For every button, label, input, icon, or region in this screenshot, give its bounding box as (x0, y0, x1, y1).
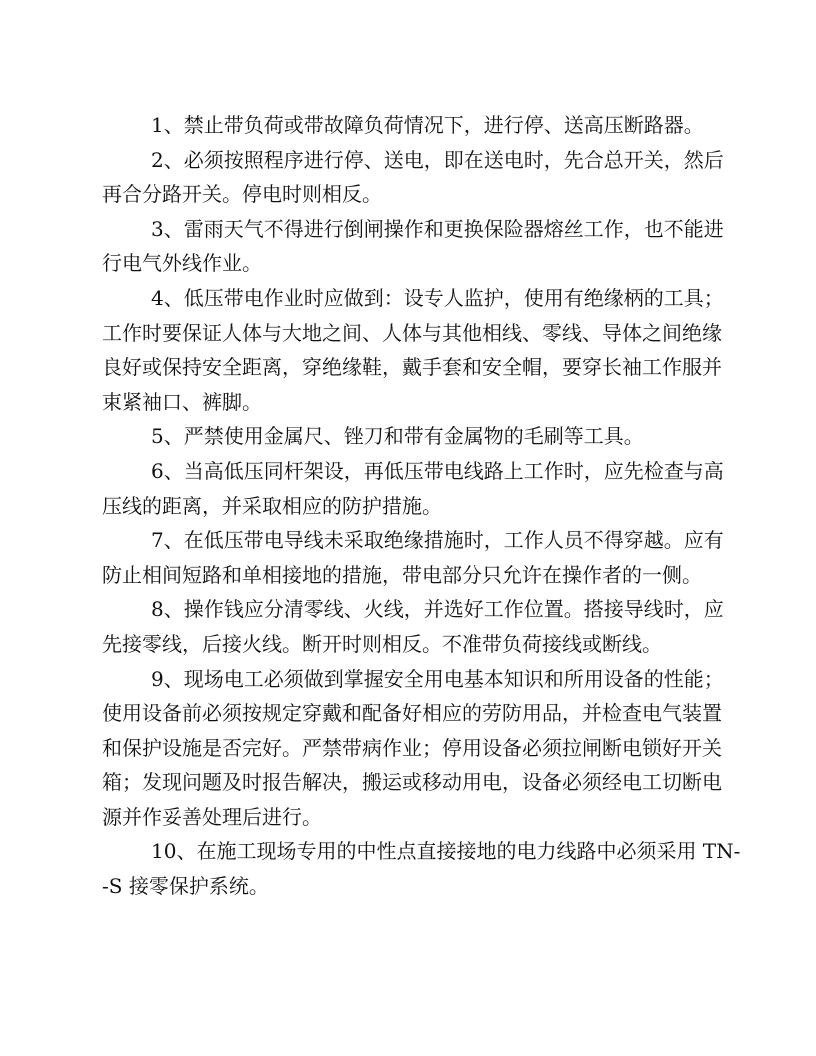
text-line: 束紧袖口、裤脚。 (102, 389, 262, 414)
text-line: 使用设备前必须按规定穿戴和配备好相应的劳防用品，并检查电气装置 (102, 701, 722, 726)
text-line: 6、当高低压同杆架设，再低压带电线路上工作时，应先检查与高 (151, 458, 724, 483)
text-line: 先接零线，后接火线。断开时则相反。不准带负荷接线或断线。 (102, 631, 662, 656)
text-line: -S 接零保护系统。 (102, 874, 269, 899)
text-line: 箱；发现问题及时报告解决，搬运或移动用电，设备必须经电工切断电 (102, 770, 722, 795)
paragraph (102, 523, 724, 592)
text-line: 良好或保持安全距离，穿绝缘鞋，戴手套和安全帽，要穿长袖工作服并 (102, 355, 722, 380)
paragraph (102, 592, 724, 661)
text-line: 3、雷雨天气不得进行倒闸操作和更换保险器熔丝工作，也不能进 (151, 216, 724, 241)
text-line: 和保护设施是否完好。严禁带病作业；停用设备必须拉闸断电锁好开关 (102, 735, 722, 760)
text-line: 8、操作钱应分清零线、火线，并选好工作位置。搭接导线时，应 (151, 597, 724, 622)
text-line: 5、严禁使用金属尺、锉刀和带有金属物的毛刷等工具。 (151, 424, 644, 449)
paragraph (102, 281, 724, 419)
text-line: 工作时要保证人体与大地之间、人体与其他相线、零线、导体之间绝缘 (102, 320, 722, 345)
paragraph (102, 143, 724, 212)
text-line: 行电气外线作业。 (102, 251, 262, 276)
paragraph (102, 419, 714, 454)
paragraph (102, 212, 724, 281)
text-line: 9、现场电工必须做到掌握安全用电基本知识和所用设备的性能； (151, 666, 724, 691)
text-line: 源并作妥善处理后进行。 (102, 804, 322, 829)
paragraph (102, 108, 714, 143)
text-line: 7、在低压带电导线未采取绝缘措施时，工作人员不得穿越。应有 (151, 528, 724, 553)
text-line: 2、必须按照程序进行停、送电，即在送电时，先合总开关，然后 (151, 147, 724, 172)
paragraph (102, 454, 724, 523)
text-line: 再合分路开关。停电时则相反。 (102, 182, 382, 207)
document-body (102, 108, 741, 904)
text-line: 压线的距离，并采取相应的防护措施。 (102, 493, 442, 518)
text-line: 1、禁止带负荷或带故障负荷情况下，进行停、送高压断路器。 (151, 113, 704, 137)
text-line: 4、低压带电作业时应做到：设专人监护，使用有绝缘柄的工具； (151, 285, 724, 310)
paragraph (102, 834, 741, 903)
paragraph (102, 662, 724, 835)
text-line: 10、在施工现场专用的中性点直接接地的电力线路中必须采用 TN- (151, 839, 741, 864)
text-line: 防止相间短路和单相接地的措施，带电部分只允许在操作者的一侧。 (102, 562, 702, 587)
